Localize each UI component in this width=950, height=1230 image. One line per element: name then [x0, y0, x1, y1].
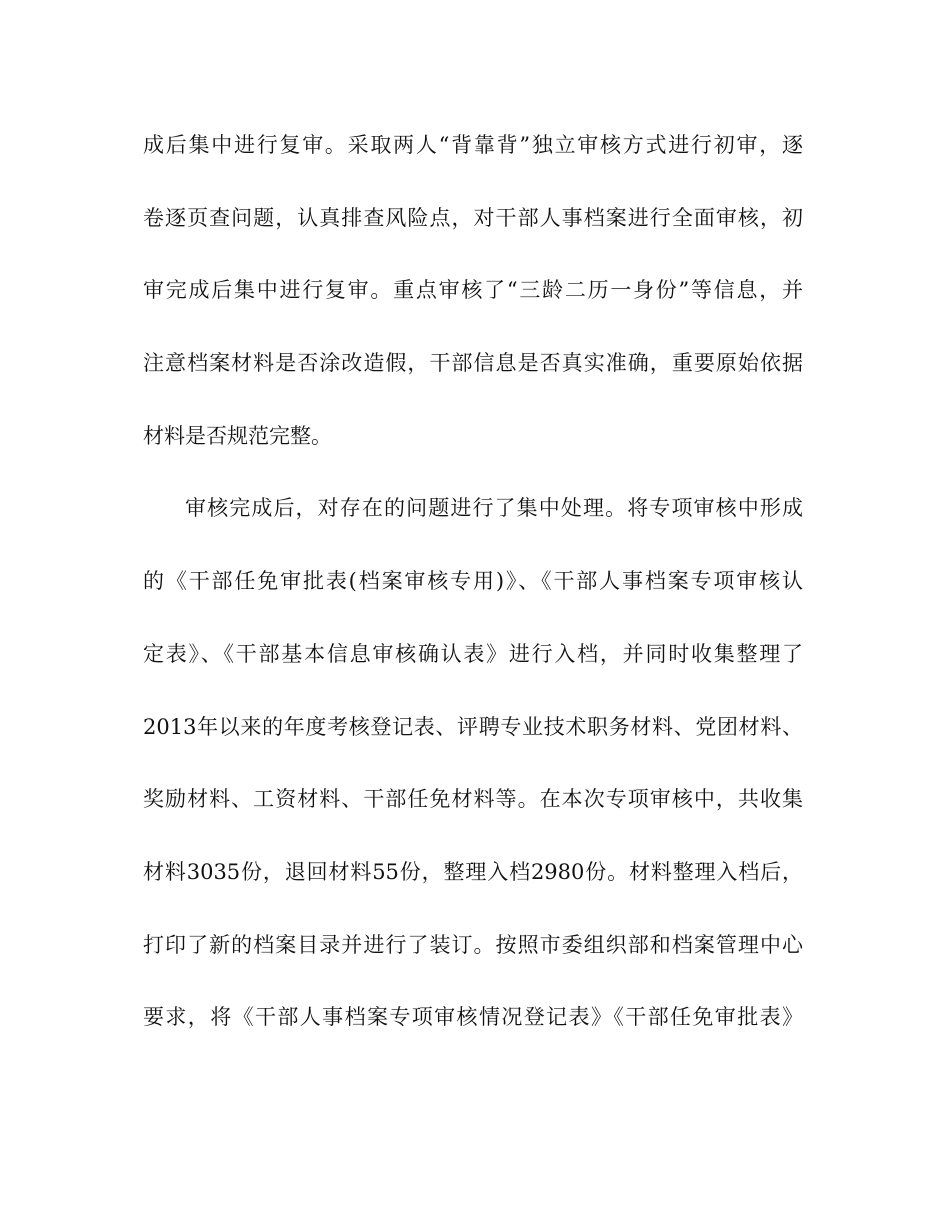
paragraph-line: 2013年以来的年度考核登记表、评聘专业技术职务材料、党团材料、	[143, 714, 803, 739]
paragraph-line: 注意档案材料是否涂改造假，干部信息是否真实准确，重要原始依据	[143, 351, 803, 376]
paragraph-line: 奖励材料、工资材料、干部任免材料等。在本次专项审核中，共收集	[143, 787, 803, 812]
paragraph-line: 审核完成后，对存在的问题进行了集中处理。将专项审核中形成	[185, 496, 803, 521]
paragraph-line: 卷逐页查问题，认真排查风险点，对干部人事档案进行全面审核，初	[143, 205, 803, 230]
paragraph-line: 审完成后集中进行复审。重点审核了“三龄二历一身份”等信息，并	[143, 278, 803, 303]
paragraph-line: 材料是否规范完整。	[143, 423, 332, 448]
paragraph-line: 打印了新的档案目录并进行了装订。按照市委组织部和档案管理中心	[143, 932, 803, 957]
paragraph-line: 的《干部任免审批表(档案审核专用)》、《干部人事档案专项审核认	[143, 569, 803, 594]
document-body	[143, 125, 803, 1070]
paragraph-line: 成后集中进行复审。采取两人“背靠背”独立审核方式进行初审，逐	[143, 133, 803, 157]
paragraph-line: 定表》、《干部基本信息审核确认表》进行入档，并同时收集整理了	[143, 641, 803, 666]
paragraph-line: 材料3035份，退回材料55份，整理入档2980份。材料整理入档后，	[143, 859, 803, 884]
paragraph-line: 要求，将《干部人事档案专项审核情况登记表》《干部任免审批表》	[143, 1005, 803, 1030]
